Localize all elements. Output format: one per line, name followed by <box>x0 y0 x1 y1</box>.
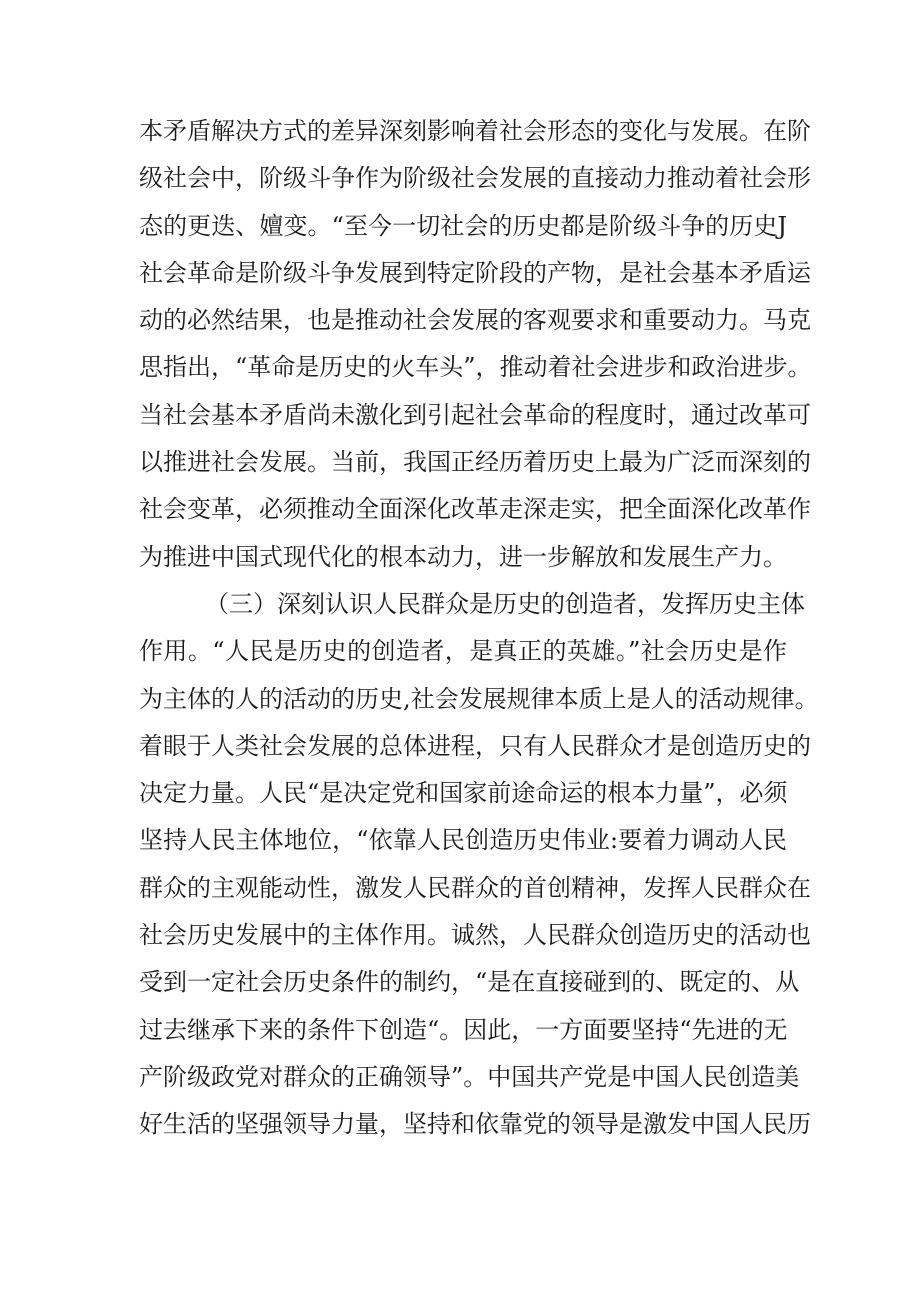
body-text <box>139 108 819 1149</box>
section-heading-line: （三）深刻认识人民群众是历史的创造者，发挥历史主体 <box>205 589 805 618</box>
text-line-19: 受到一定社会历史条件的制约，“是在直接碰到的、既定的、从 <box>139 968 800 997</box>
text-line-3: 态的更迭、嬗变。“至今一切社会的历史都是阶级斗争的历史J <box>139 211 787 240</box>
text-line-16: 坚持人民主体地位，“依靠人民创造历史伟业:要着力调动人民 <box>139 826 787 855</box>
text-line-8: 以推进社会发展。当前，我国正经历着历史上最为广泛而深刻的 <box>139 448 811 477</box>
text-line-14: 着眼于人类社会发展的总体进程，只有人民群众才是创造历史的 <box>139 731 811 760</box>
text-line-18: 社会历史发展中的主体作用。诚然，人民群众创造历史的活动也 <box>139 921 811 950</box>
text-line-6: 思指出，“革命是历史的火车头”，推动着社会进步和政治进步。 <box>139 353 812 382</box>
text-line-20: 过去继承下来的条件下创造“。因此，一方面要坚持“先进的无 <box>139 1015 788 1044</box>
text-line-2: 级社会中，阶级斗争作为阶级社会发展的直接动力推动着社会形 <box>139 164 811 193</box>
text-line-9: 社会变革，必须推动全面深化改革走深走实，把全面深化改革作 <box>139 495 811 524</box>
text-line-5: 动的必然结果，也是推动社会发展的客观要求和重要动力。马克 <box>139 306 811 335</box>
text-line-7: 当社会基本矛盾尚未激化到引起社会革命的程度时，通过改革可 <box>139 400 811 429</box>
text-line-1: 本矛盾解决方式的差异深刻影响着社会形态的变化与发展。在阶 <box>139 117 811 145</box>
text-line-10: 为推进中国式现代化的根本动力，进一步解放和发展生产力。 <box>139 542 787 571</box>
text-line-12: 作用。“人民是历史的创造者，是真正的英雄。”社会历史是作 <box>139 637 787 666</box>
text-line-13: 为主体的人的活动的历史,社会发展规律本质上是人的活动规律。 <box>139 684 819 713</box>
text-line-22: 好生活的坚强领导力量，坚持和依靠党的领导是激发中国人民历 <box>139 1110 811 1139</box>
text-line-21: 产阶级政党对群众的正确领导”。中国共产党是中国人民创造美 <box>139 1062 800 1091</box>
text-line-15: 决定力量。人民“是决定党和国家前途命运的根本力量”，必须 <box>139 779 788 808</box>
text-line-4: 社会革命是阶级斗争发展到特定阶段的产物，是社会基本矛盾运 <box>139 258 811 287</box>
text-line-17: 群众的主观能动性，激发人民群众的首创精神，发挥人民群众在 <box>139 873 811 902</box>
